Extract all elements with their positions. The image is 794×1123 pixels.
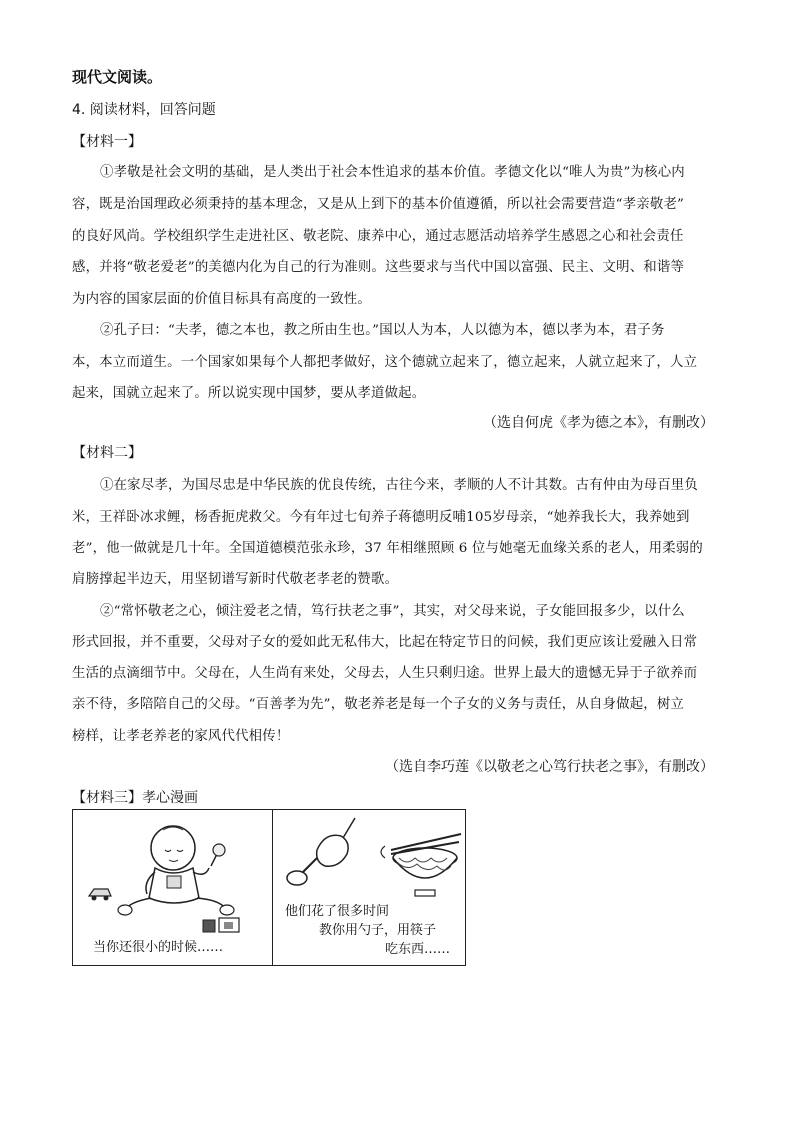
comic-panel-baby [73,810,273,965]
comic-panel-utensils [273,810,465,965]
material2-line: 形式回报，并不重要，父母对子女的爱如此无私伟大，比起在特定节日的问候，我们更应该让爱融入日常 [72,635,698,650]
material1-line: ①孝敬是社会文明的基础，是人类出于社会本性追求的基本价值。孝德文化以“唯人为贵”为核心内 [100,165,685,180]
material1-heading: 【材料一】 [72,134,142,150]
material2-line: 亲不待，多陪陪自己的父母。“百善孝为先”，敬老养老是每一个子女的义务与责任，从自身做起，树立 [72,697,685,712]
panel2-caption-line: 他们花了很多时间 [285,904,390,919]
material2-line: ②“常怀敬老之心，倾注爱老之情，笃行扶老之事”，其实，对父母来说，子女能回报多少，以什么 [100,604,685,619]
material2-line: 肩膀撑起半边天，用坚韧谱写新时代敬老孝老的赞歌。 [72,572,399,587]
material1-line: 感，并将“敬老爱老”的美德内化为自己的行为准则。这些要求与当代中国以富强、民主、文明、和谐等 [72,260,685,275]
material2-line: 榜样，让孝老养老的家风代代相传！ [72,729,290,744]
material1-line: ②孔子曰：“夫孝，德之本也，教之所由生也。”国以人为本，人以德为本，德以孝为本，君子务 [100,323,665,338]
comic-strip [72,809,466,966]
material1-line: 的良好风尚。学校组织学生走进社区、敬老院、康养中心，通过志愿活动培养学生感恩之心和社会责任 [72,229,684,244]
panel2-caption-line: 教你用勺子，用筷子 [319,923,437,938]
material2-heading: 【材料二】 [72,445,142,461]
panel2-caption-line: 吃东西…… [385,942,451,957]
material3-heading: 【材料三】孝心漫画 [72,790,198,806]
panel1-caption: 当你还很小的时候…… [93,940,224,955]
material2-line: 老”，他一做就是几十年。全国道德模范张永珍，37 年相继照顾 6 位与她毫无血缘关系的老人，用柔弱的 [72,541,703,556]
material2-source: （选自李巧莲《以敬老之心笃行扶老之事》，有删改） [385,759,714,775]
material1-line: 起来，国就立起来了。所以说实现中国梦，要从孝道做起。 [72,386,426,401]
question-prompt: 4. 阅读材料，回答问题 [72,102,216,118]
material1-line: 容，既是治国理政必须秉持的基本理念，又是从上到下的基本价值遵循，所以社会需要营造“孝亲敬老” [72,197,685,212]
material1-line: 本，本立而道生。一个国家如果每个人都把孝做好，这个德就立起来了，德立起来，人就立起来了，人立 [72,355,698,370]
material2-line: ①在家尽孝，为国尽忠是中华民族的优良传统，古往今来，孝顺的人不计其数。古有仲由为母百里负 [100,478,698,493]
material2-line: 米，王祥卧冰求鲤，杨香扼虎救父。今有年过七旬养子蒋德明反哺105岁母亲，“她养我长大，我养她到 [72,510,690,525]
material1-source: （选自何虎《孝为德之本》，有删改） [483,415,714,431]
section-title: 现代文阅读。 [72,68,163,86]
material2-line: 生活的点滴细节中。父母在，人生尚有来处，父母去，人生只剩归途。世界上最大的遗憾无异于子欲养而 [72,666,698,681]
material1-line: 为内容的国家层面的价值目标具有高度的一致性。 [72,292,371,307]
